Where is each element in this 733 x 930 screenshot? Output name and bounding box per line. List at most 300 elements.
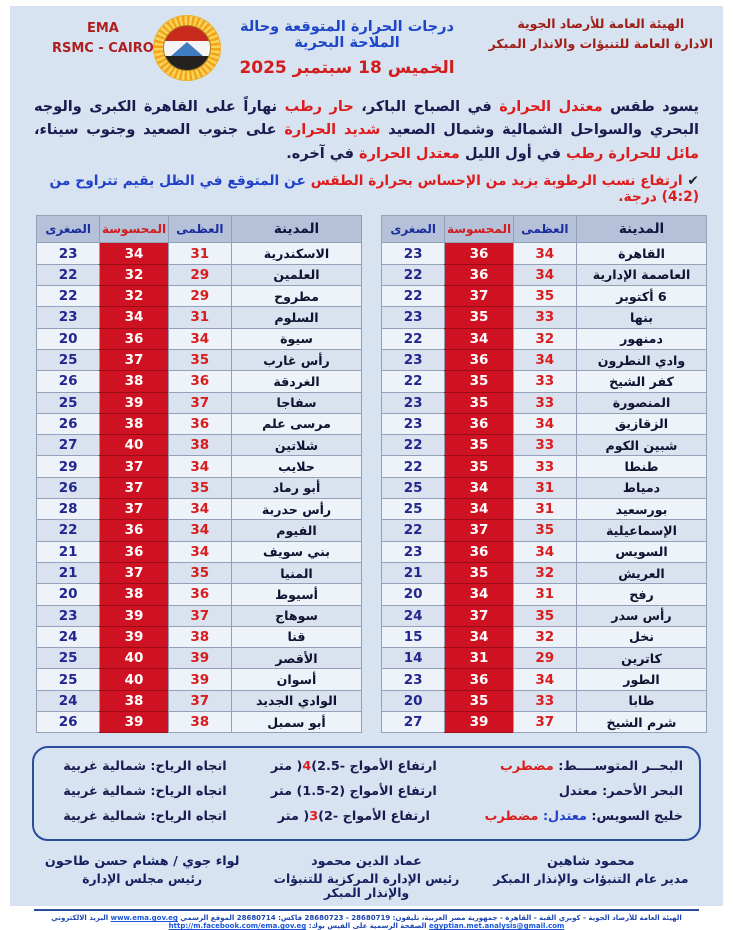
table-row: [37, 648, 362, 669]
text-segment: 3: [309, 809, 319, 825]
ema-logo-icon: [153, 15, 221, 81]
text-segment: في الصباح الباكر،: [353, 99, 492, 115]
text-segment: (2-: [318, 809, 339, 825]
bulletin-date: الخميس 18 سبتمبر 2025: [239, 58, 455, 78]
city-cell: الوادي الجديد: [232, 690, 362, 711]
page-title: درجات الحرارة المتوقعة وحالة الملاحة البحرية: [240, 19, 454, 51]
text-segment: معتدل الحرارة: [491, 99, 603, 115]
max-cell: 34: [168, 541, 231, 562]
city-cell: أسيوط: [232, 584, 362, 605]
min-cell: 22: [37, 286, 100, 307]
table-row: [382, 711, 707, 732]
signature-name: عماد الدين محمود: [311, 854, 422, 870]
min-cell: 22: [382, 328, 445, 349]
bulletin-titles: [222, 19, 472, 78]
table-row: [37, 499, 362, 520]
wind-direction: [50, 755, 240, 780]
max-cell: 33: [513, 456, 576, 477]
max-cell: 35: [168, 349, 231, 370]
text-segment: البحــر المتوســــط:: [553, 759, 683, 775]
sea-state: [468, 805, 683, 830]
feel-cell: 36: [445, 541, 513, 562]
max-cell: 33: [513, 690, 576, 711]
table-row: [382, 541, 707, 562]
wave-height: [240, 805, 468, 830]
min-cell: 14: [382, 648, 445, 669]
org-line2: الادارة العامة للتنبؤات والانذار المبكر: [488, 36, 713, 51]
feel-cell: 34: [445, 477, 513, 498]
min-cell: 26: [37, 711, 100, 732]
max-cell: 29: [168, 286, 231, 307]
feel-cell: 37: [100, 499, 168, 520]
min-cell: 23: [37, 605, 100, 626]
feel-cell: 32: [100, 286, 168, 307]
max-cell: 34: [513, 264, 576, 285]
marine-row-gulf-of-suez: [50, 805, 683, 830]
table-row: [382, 328, 707, 349]
sea-state: [468, 780, 683, 805]
min-cell: 29: [37, 456, 100, 477]
ema-line2: RSMC - CAIRO: [52, 40, 154, 56]
col-header-city: المدينة: [577, 216, 707, 243]
min-cell: 23: [382, 392, 445, 413]
table-cairo-delta-sinai: [381, 215, 707, 733]
contact-link[interactable]: egyptian.met.analysis@gmail.com: [428, 922, 565, 930]
weather-bulletin-page: [10, 6, 723, 930]
min-cell: 28: [37, 499, 100, 520]
feel-cell: 36: [445, 243, 513, 264]
text-segment: متر: [270, 784, 297, 800]
table-row: [382, 626, 707, 647]
min-cell: 21: [382, 562, 445, 583]
table-row: [382, 456, 707, 477]
city-cell: حلايب: [232, 456, 362, 477]
city-cell: مطروح: [232, 286, 362, 307]
min-cell: 23: [382, 307, 445, 328]
table-row: [37, 328, 362, 349]
city-cell: أبو سمبل: [232, 711, 362, 732]
text-segment: خليج السويس:: [586, 809, 683, 825]
max-cell: 29: [513, 648, 576, 669]
feel-cell: 37: [445, 605, 513, 626]
city-cell: أسوان: [232, 669, 362, 690]
text-segment: (2.5-: [311, 759, 346, 775]
text-segment: مائل للحرارة رطب: [560, 145, 699, 162]
max-cell: 35: [168, 477, 231, 498]
city-cell: سيوة: [232, 328, 362, 349]
text-segment: ارتفاع الأمواج: [345, 784, 437, 800]
city-cell: كاترين: [577, 648, 707, 669]
table-row: [382, 392, 707, 413]
text-segment: 4: [302, 759, 312, 775]
min-cell: 25: [37, 648, 100, 669]
feel-cell: 37: [445, 286, 513, 307]
feel-cell: 36: [445, 669, 513, 690]
feel-cell: 37: [100, 562, 168, 583]
signatures: [30, 854, 703, 900]
feel-cell: 40: [100, 669, 168, 690]
max-cell: 35: [513, 520, 576, 541]
text-segment: اتجاه الرياح: شمالية غربية: [63, 809, 227, 825]
table-row: [382, 648, 707, 669]
table-row: [37, 690, 362, 711]
city-cell: كفر الشيخ: [577, 371, 707, 392]
text-segment: على جنوب الصعيد وجنوب سيناء،: [34, 122, 277, 139]
table-row: [382, 264, 707, 285]
city-cell: نخل: [577, 626, 707, 647]
city-cell: طنطا: [577, 456, 707, 477]
feel-cell: 37: [100, 477, 168, 498]
city-cell: شرم الشيخ: [577, 711, 707, 732]
table-row: [382, 584, 707, 605]
max-cell: 38: [168, 435, 231, 456]
max-cell: 37: [168, 690, 231, 711]
table-row: [382, 669, 707, 690]
table-west-upper-egypt: [36, 215, 362, 733]
text-segment: الهيئة العامة للأرصاد الجوية - كوبري القبة - القاهرة - جمهورية مصر العربية، تليفون: 28680719 - 28680723 فاكس: 28680714 الموقع الرسمي: [177, 914, 682, 923]
city-cell: السويس: [577, 541, 707, 562]
text-segment: ارتفاع الأمواج: [345, 759, 437, 775]
feel-cell: 37: [100, 349, 168, 370]
text-segment: نهاراً على القاهرة الكبرى والوجه البحري والسواحل الشمالية وشمال الصعيد: [34, 99, 699, 139]
footer-divider: [34, 909, 699, 911]
feel-cell: 38: [100, 413, 168, 434]
feel-cell: 34: [445, 626, 513, 647]
table-row: [37, 605, 362, 626]
min-cell: 25: [37, 392, 100, 413]
min-cell: 22: [382, 264, 445, 285]
table-row: [382, 371, 707, 392]
text-segment: ارتفاع الأمواج: [338, 809, 430, 825]
signature-role: رئيس مجلس الإدارة: [82, 872, 203, 887]
feel-cell: 39: [100, 626, 168, 647]
city-cell: رأس حدربة: [232, 499, 362, 520]
max-cell: 34: [513, 669, 576, 690]
table-row: [37, 371, 362, 392]
text-segment: البحر الأحمر: معتدل: [558, 784, 683, 800]
min-cell: 24: [382, 605, 445, 626]
col-header-min: الصغرى: [382, 216, 445, 243]
table-row: [37, 541, 362, 562]
contact-link[interactable]: http://m.facebook.com/ema.gov.eg: [168, 922, 307, 930]
wave-height: [240, 755, 468, 780]
feel-cell: 37: [445, 520, 513, 541]
max-cell: 33: [513, 435, 576, 456]
max-cell: 35: [513, 286, 576, 307]
min-cell: 27: [382, 711, 445, 732]
table-row: [37, 307, 362, 328]
ema-rsmc-label: [52, 19, 154, 58]
min-cell: 21: [37, 562, 100, 583]
org-line1: الهيئة العامة للأرصاد الجوية: [517, 16, 685, 31]
feel-cell: 38: [100, 371, 168, 392]
text-segment: ارتفاع نسب الرطوبة يزيد من الإحساس بحرارة الطقس: [305, 173, 683, 190]
signature-name: محمود شاهين: [546, 854, 635, 870]
city-cell: العريش: [577, 562, 707, 583]
max-cell: 32: [513, 328, 576, 349]
contact-link[interactable]: www.ema.gov.eg: [110, 914, 178, 923]
feel-cell: 36: [100, 520, 168, 541]
city-cell: 6 أكتوبر: [577, 286, 707, 307]
city-cell: دمياط: [577, 477, 707, 498]
text-segment: الصفحة الرسمية على الفيس بوك:: [306, 922, 429, 930]
city-cell: الفيوم: [232, 520, 362, 541]
text-segment: مضطرب: [499, 759, 554, 775]
max-cell: 34: [513, 349, 576, 370]
mountain-icon: [171, 42, 203, 56]
min-cell: 25: [382, 477, 445, 498]
table-header-row: [37, 216, 362, 243]
min-cell: 22: [382, 435, 445, 456]
max-cell: 38: [168, 626, 231, 647]
signature-role: مدير عام التنبؤات والإنذار المبكر: [493, 872, 689, 887]
col-header-max: العظمى: [513, 216, 576, 243]
text-segment: يسود طقس: [602, 99, 700, 115]
header: [10, 6, 723, 92]
min-cell: 23: [382, 413, 445, 434]
min-cell: 20: [37, 328, 100, 349]
forecast-paragraph: [34, 96, 699, 166]
min-cell: 22: [382, 286, 445, 307]
feel-cell: 34: [445, 499, 513, 520]
feel-cell: 36: [100, 328, 168, 349]
wind-direction: [50, 805, 240, 830]
min-cell: 20: [382, 690, 445, 711]
feel-cell: 40: [100, 648, 168, 669]
city-cell: مرسى علم: [232, 413, 362, 434]
min-cell: 22: [37, 520, 100, 541]
text-segment: البريد الالكتروني: [51, 914, 111, 923]
col-header-feel: المحسوسة: [445, 216, 513, 243]
temperature-tables: [36, 215, 707, 733]
min-cell: 25: [37, 669, 100, 690]
table-row: [37, 349, 362, 370]
marine-row-mediterranean: [50, 755, 683, 780]
max-cell: 33: [513, 371, 576, 392]
table-row: [37, 392, 362, 413]
text-segment: معتدل:: [538, 809, 587, 825]
table-row: [382, 243, 707, 264]
feel-cell: 39: [100, 392, 168, 413]
max-cell: 36: [168, 584, 231, 605]
feel-cell: 34: [445, 328, 513, 349]
text-segment: (1.5-2): [296, 784, 346, 800]
humidity-note: [34, 173, 699, 205]
max-cell: 32: [513, 562, 576, 583]
max-cell: 34: [168, 520, 231, 541]
city-cell: العاصمة الإدارية: [577, 264, 707, 285]
table-row: [382, 605, 707, 626]
max-cell: 38: [168, 711, 231, 732]
city-cell: شبين الكوم: [577, 435, 707, 456]
min-cell: 22: [382, 520, 445, 541]
table-row: [382, 520, 707, 541]
text-segment: معتدل الحرارة: [353, 145, 460, 162]
city-cell: المنصورة: [577, 392, 707, 413]
min-cell: 25: [37, 349, 100, 370]
min-cell: 25: [382, 499, 445, 520]
text-segment: ): [296, 759, 303, 775]
min-cell: 23: [382, 669, 445, 690]
text-segment: ): [303, 809, 310, 825]
feel-cell: 39: [100, 711, 168, 732]
sea-state: [468, 755, 683, 780]
temperature-table-left: [36, 215, 362, 733]
signature-central-admin-head: [254, 854, 478, 900]
city-cell: الأقصر: [232, 648, 362, 669]
min-cell: 23: [382, 349, 445, 370]
feel-cell: 35: [445, 690, 513, 711]
text-segment: حار رطب: [277, 99, 354, 115]
text-segment: عن المتوقع في الظل بقيم تتراوح من: [49, 173, 306, 190]
city-cell: القاهرة: [577, 243, 707, 264]
feel-cell: 37: [100, 456, 168, 477]
table-row: [382, 690, 707, 711]
table-row: [37, 711, 362, 732]
max-cell: 33: [513, 392, 576, 413]
city-cell: السلوم: [232, 307, 362, 328]
feel-cell: 38: [100, 690, 168, 711]
table-row: [37, 669, 362, 690]
min-cell: 24: [37, 690, 100, 711]
table-row: [37, 456, 362, 477]
col-header-feel: المحسوسة: [100, 216, 168, 243]
max-cell: 34: [168, 499, 231, 520]
feel-cell: 36: [445, 349, 513, 370]
max-cell: 39: [168, 669, 231, 690]
city-cell: الاسكندرية: [232, 243, 362, 264]
max-cell: 36: [168, 413, 231, 434]
city-cell: طابا: [577, 690, 707, 711]
table-row: [37, 520, 362, 541]
max-cell: 37: [513, 711, 576, 732]
min-cell: 23: [37, 243, 100, 264]
col-header-min: الصغرى: [37, 216, 100, 243]
city-cell: الطور: [577, 669, 707, 690]
table-row: [37, 264, 362, 285]
signature-forecast-director: [479, 854, 703, 900]
max-cell: 31: [513, 584, 576, 605]
feel-cell: 34: [100, 307, 168, 328]
city-cell: بورسعيد: [577, 499, 707, 520]
min-cell: 15: [382, 626, 445, 647]
table-row: [382, 307, 707, 328]
min-cell: 23: [382, 243, 445, 264]
city-cell: وادي النطرون: [577, 349, 707, 370]
feel-cell: 35: [445, 456, 513, 477]
min-cell: 20: [382, 584, 445, 605]
max-cell: 34: [168, 328, 231, 349]
max-cell: 29: [168, 264, 231, 285]
max-cell: 34: [513, 243, 576, 264]
ema-line1: EMA: [86, 21, 119, 36]
table-row: [37, 435, 362, 456]
feel-cell: 31: [445, 648, 513, 669]
table-row: [382, 413, 707, 434]
feel-cell: 36: [100, 541, 168, 562]
max-cell: 31: [513, 499, 576, 520]
text-segment: متر: [270, 759, 297, 775]
table-row: [382, 499, 707, 520]
city-cell: دمنهور: [577, 328, 707, 349]
max-cell: 33: [513, 307, 576, 328]
contact-line: [22, 914, 711, 930]
city-cell: بنها: [577, 307, 707, 328]
table-header-row: [382, 216, 707, 243]
feel-cell: 36: [445, 413, 513, 434]
min-cell: 23: [382, 541, 445, 562]
city-cell: المنيا: [232, 562, 362, 583]
feel-cell: 38: [100, 584, 168, 605]
city-cell: الإسماعيلية: [577, 520, 707, 541]
max-cell: 34: [513, 413, 576, 434]
text-segment: شديد الحرارة: [276, 122, 381, 139]
city-cell: رأس سدر: [577, 605, 707, 626]
city-cell: رأس غارب: [232, 349, 362, 370]
min-cell: 22: [382, 456, 445, 477]
city-cell: سوهاج: [232, 605, 362, 626]
min-cell: 21: [37, 541, 100, 562]
wave-height: [240, 780, 468, 805]
min-cell: 20: [37, 584, 100, 605]
org-titles: [489, 14, 713, 54]
col-header-city: المدينة: [232, 216, 362, 243]
marine-row-red-sea: [50, 780, 683, 805]
text-segment: اتجاه الرياح: شمالية غربية: [63, 759, 227, 775]
max-cell: 32: [513, 626, 576, 647]
city-cell: رفح: [577, 584, 707, 605]
city-cell: قنا: [232, 626, 362, 647]
feel-cell: 39: [445, 711, 513, 732]
feel-cell: 34: [100, 243, 168, 264]
text-segment: مضطرب: [484, 809, 539, 825]
signature-role: رئيس الإدارة المركزية للتنبؤات والإنذار المبكر: [273, 872, 460, 901]
feel-cell: 34: [445, 584, 513, 605]
min-cell: 26: [37, 413, 100, 434]
max-cell: 35: [168, 562, 231, 583]
feel-cell: 35: [445, 562, 513, 583]
max-cell: 31: [168, 307, 231, 328]
table-row: [37, 243, 362, 264]
min-cell: 22: [382, 371, 445, 392]
min-cell: 26: [37, 371, 100, 392]
city-cell: العلمين: [232, 264, 362, 285]
text-segment: اتجاه الرياح: شمالية غربية: [63, 784, 227, 800]
feel-cell: 35: [445, 371, 513, 392]
col-header-max: العظمى: [168, 216, 231, 243]
signature-name: لواء جوي / هشام حسن طاحون: [44, 854, 240, 870]
max-cell: 37: [168, 605, 231, 626]
min-cell: 26: [37, 477, 100, 498]
min-cell: 27: [37, 435, 100, 456]
table-row: [382, 435, 707, 456]
text-segment: في آخره.: [286, 145, 354, 162]
table-row: [37, 413, 362, 434]
text-segment: في أول الليل: [459, 145, 561, 162]
signature-board-chairman: [30, 854, 254, 900]
feel-cell: 36: [445, 264, 513, 285]
city-cell: الغردقة: [232, 371, 362, 392]
city-cell: شلاتين: [232, 435, 362, 456]
table-row: [37, 562, 362, 583]
min-cell: 24: [37, 626, 100, 647]
city-cell: سفاجا: [232, 392, 362, 413]
city-cell: أبو رماد: [232, 477, 362, 498]
table-row: [382, 477, 707, 498]
feel-cell: 35: [445, 435, 513, 456]
feel-cell: 35: [445, 307, 513, 328]
min-cell: 23: [37, 307, 100, 328]
